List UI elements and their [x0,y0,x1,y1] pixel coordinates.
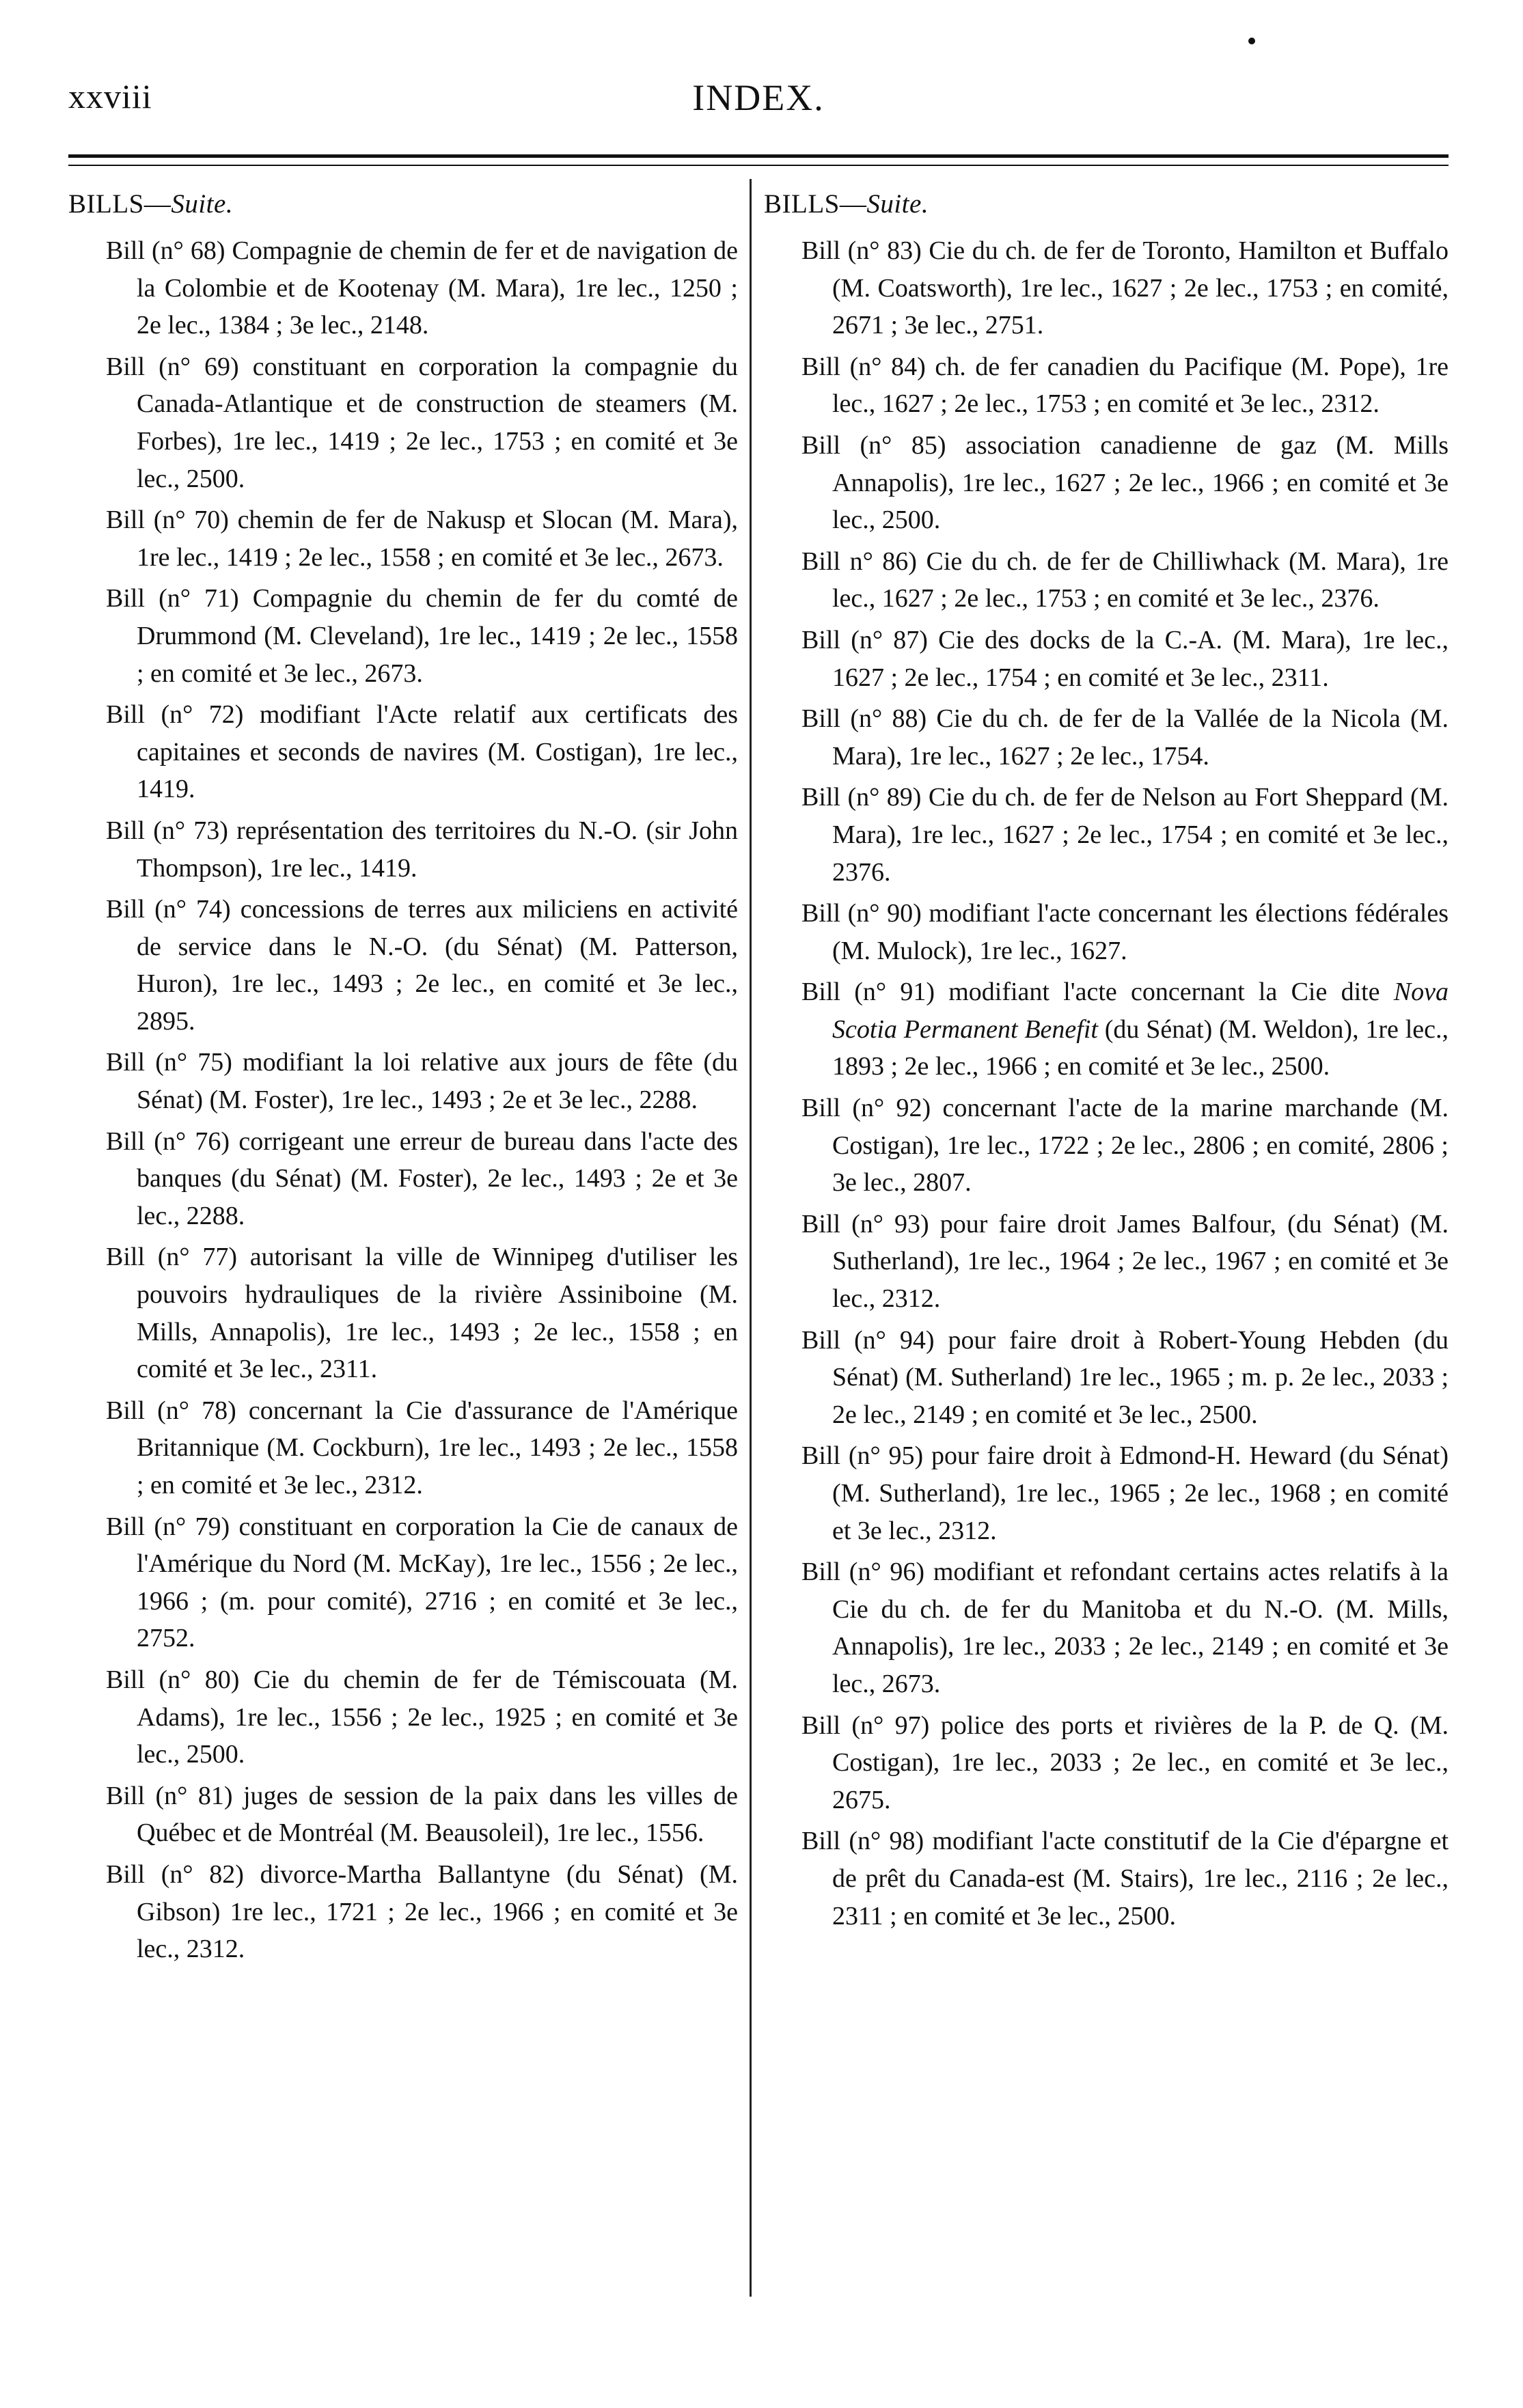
index-entry: Bill (n° 78) concernant la Cie d'assurance de l'Amérique Britannique (M. Cockburn), 1re lec., 1493 ; 2e lec., 1558 ; en comité et 3e lec., 2312. [106,1396,738,1499]
index-entry: Bill (n° 73) représentation des territoires du N.-O. (sir John Thompson), 1re lec., 1419. [106,816,738,883]
header-rule-thick [68,154,1449,158]
index-entry: Bill (n° 71) Compagnie du chemin de fer du comté de Drummond (M. Cleveland), 1re lec., 1419 ; 2e lec., 1558 ; en comité et 3e lec., 2673. [106,584,738,688]
stray-dot [1248,38,1255,44]
index-entry: Bill (n° 84) ch. de fer canadien du Pacifique (M. Pope), 1re lec., 1627 ; 2e lec., 1753 ; en comité et 3e lec., 2312. [801,352,1449,419]
section-suite: Suite. [866,189,929,219]
index-entry: Bill (n° 70) chemin de fer de Nakusp et Slocan (M. Mara), 1re lec., 1419 ; 2e lec., 1558 ; en comité et 3e lec., 2673. [106,506,738,572]
index-entry: Bill (n° 87) Cie des docks de la C.-A. (M. Mara), 1re lec., 1627 ; 2e lec., 1754 ; en comité et 3e lec., 2311. [801,625,1449,692]
page-title: INDEX. [692,77,825,118]
index-entry: Bill (n° 80) Cie du chemin de fer de Témiscouata (M. Adams), 1re lec., 1556 ; 2e lec., 1925 ; en comité et 3e lec., 2500. [106,1665,738,1769]
index-entry: Bill (n° 98) modifiant l'acte constitutif de la Cie d'épargne et de prêt du Canada-est (M. Stairs), 1re lec., 2116 ; 2e lec., 2311 ; en comité et 3e lec., 2500. [801,1827,1449,1930]
index-entry: Bill (n° 76) corrigeant une erreur de bureau dans l'acte des banques (du Sénat) (M. Foster), 2e lec., 1493 ; 2e et 3e lec., 2288. [106,1126,738,1230]
italic-title: Nova Scotia Permanent Benefit [832,978,1449,1044]
section-heading [68,186,738,223]
index-entry: Bill n° 86) Cie du ch. de fer de Chilliwhack (M. Mara), 1re lec., 1627 ; 2e lec., 1753 ; en comité et 3e lec., 2376. [801,546,1449,613]
index-entry: Bill (n° 85) association canadienne de gaz (M. Mills Annapolis), 1re lec., 1627 ; 2e lec., 1966 ; en comité et 3e lec., 2500. [801,430,1449,535]
section-label: BILLS— [764,189,867,219]
index-entry: Bill (n° 89) Cie du ch. de fer de Nelson au Fort Sheppard (M. Mara), 1re lec., 1627 ; 2e lec., 1754 ; en comité et 3e lec., 2376. [801,783,1449,887]
index-entry: Bill (n° 91) modifiant l'acte concernant la Cie dite Nova Scotia Permanent Benefit (du Sénat) (M. Weldon), 1re lec., 1893 ; 2e lec., 1966 ; en comité et 3e lec., 2500. [801,978,1449,1081]
section-suite: Suite. [171,189,234,219]
index-entry: Bill (n° 82) divorce-Martha Ballantyne (du Sénat) (M. Gibson) 1re lec., 1721 ; 2e lec., 1966 ; en comité et 3e lec., 2312. [106,1859,738,1964]
index-entry: Bill (n° 94) pour faire droit à Robert-Young Hebden (du Sénat) (M. Sutherland) 1re lec., 1965 ; m. p. 2e lec., 2033 ; 2e lec., 2149 ; en comité et 3e lec., 2500. [801,1325,1449,1429]
index-entry: Bill (n° 74) concessions de terres aux miliciens en activité de service dans le N.-O. (du Sénat) (M. Patterson, Huron), 1re lec., 1493 ; 2e lec., en comité et 3e lec., 2895. [106,895,738,1036]
index-entry: Bill (n° 97) police des ports et rivières de la P. de Q. (M. Costigan), 1re lec., 2033 ; 2e lec., en comité et 3e lec., 2675. [801,1711,1449,1814]
index-entry: Bill (n° 83) Cie du ch. de fer de Toronto, Hamilton et Buffalo (M. Coatsworth), 1re lec., 1627 ; 2e lec., 1753 ; en comité, 2671 ; 3e lec., 2751. [801,236,1449,340]
left-column [68,186,738,1972]
page-header [68,77,1449,138]
section-heading [764,186,1449,223]
header-rule-thin [68,165,1449,166]
index-entry: Bill (n° 69) constituant en corporation la compagnie du Canada-Atlantique et de construction de steamers (M. Forbes), 1re lec., 1419 ; 2e lec., 1753 ; en comité et 3e lec., 2500. [106,352,738,493]
index-entry: Bill (n° 95) pour faire droit à Edmond-H. Heward (du Sénat) (M. Sutherland), 1re lec., 1965 ; 2e lec., 1968 ; en comité et 3e lec., 2312. [801,1441,1449,1545]
index-entry: Bill (n° 68) Compagnie de chemin de fer et de navigation de la Colombie et de Kootenay (M. Mara), 1re lec., 1250 ; 2e lec., 1384 ; 3e lec., 2148. [106,236,738,340]
index-entry: Bill (n° 88) Cie du ch. de fer de la Vallée de la Nicola (M. Mara), 1re lec., 1627 ; 2e lec., 1754. [801,704,1449,771]
index-entry: Bill (n° 90) modifiant l'acte concernant les élections fédérales (M. Mulock), 1re lec., 1627. [801,899,1449,965]
page-number: xxviii [68,77,152,115]
index-entry: Bill (n° 81) juges de session de la paix dans les villes de Québec et de Montréal (M. Beausoleil), 1re lec., 1556. [106,1781,738,1848]
index-entry: Bill (n° 77) autorisant la ville de Winnipeg d'utiliser les pouvoirs hydrauliques de la rivière Assiniboine (M. Mills, Annapolis), 1re lec., 1493 ; 2e lec., 1558 ; en comité et 3e lec., 2311. [106,1243,738,1384]
section-label: BILLS— [68,189,171,219]
index-entry: Bill (n° 92) concernant l'acte de la marine marchande (M. Costigan), 1re lec., 1722 ; 2e lec., 2806 ; en comité, 2806 ; 3e lec., 2807. [801,1094,1449,1198]
index-entry: Bill (n° 93) pour faire droit James Balfour, (du Sénat) (M. Sutherland), 1re lec., 1964 ; 2e lec., 1967 ; en comité et 3e lec., 2312. [801,1209,1449,1314]
index-entry: Bill (n° 96) modifiant et refondant certains actes relatifs à la Cie du ch. de fer du Manitoba et du N.-O. (M. Mills, Annapolis), 1re lec., 2033 ; 2e lec., 2149 ; en comité et 3e lec., 2673. [801,1558,1449,1698]
index-entry: Bill (n° 72) modifiant l'Acte relatif aux certificats des capitaines et seconds de navires (M. Costigan), 1re lec., 1419. [106,700,738,804]
index-entry: Bill (n° 75) modifiant la loi relative aux jours de fête (du Sénat) (M. Foster), 1re lec., 1493 ; 2e et 3e lec., 2288. [106,1048,738,1115]
right-column [764,186,1449,1939]
index-entry: Bill (n° 79) constituant en corporation la Cie de canaux de l'Amérique du Nord (M. McKay), 1re lec., 1556 ; 2e lec., 1966 ; (m. pour comité), 2716 ; en comité et 3e lec., 2752. [106,1512,738,1653]
